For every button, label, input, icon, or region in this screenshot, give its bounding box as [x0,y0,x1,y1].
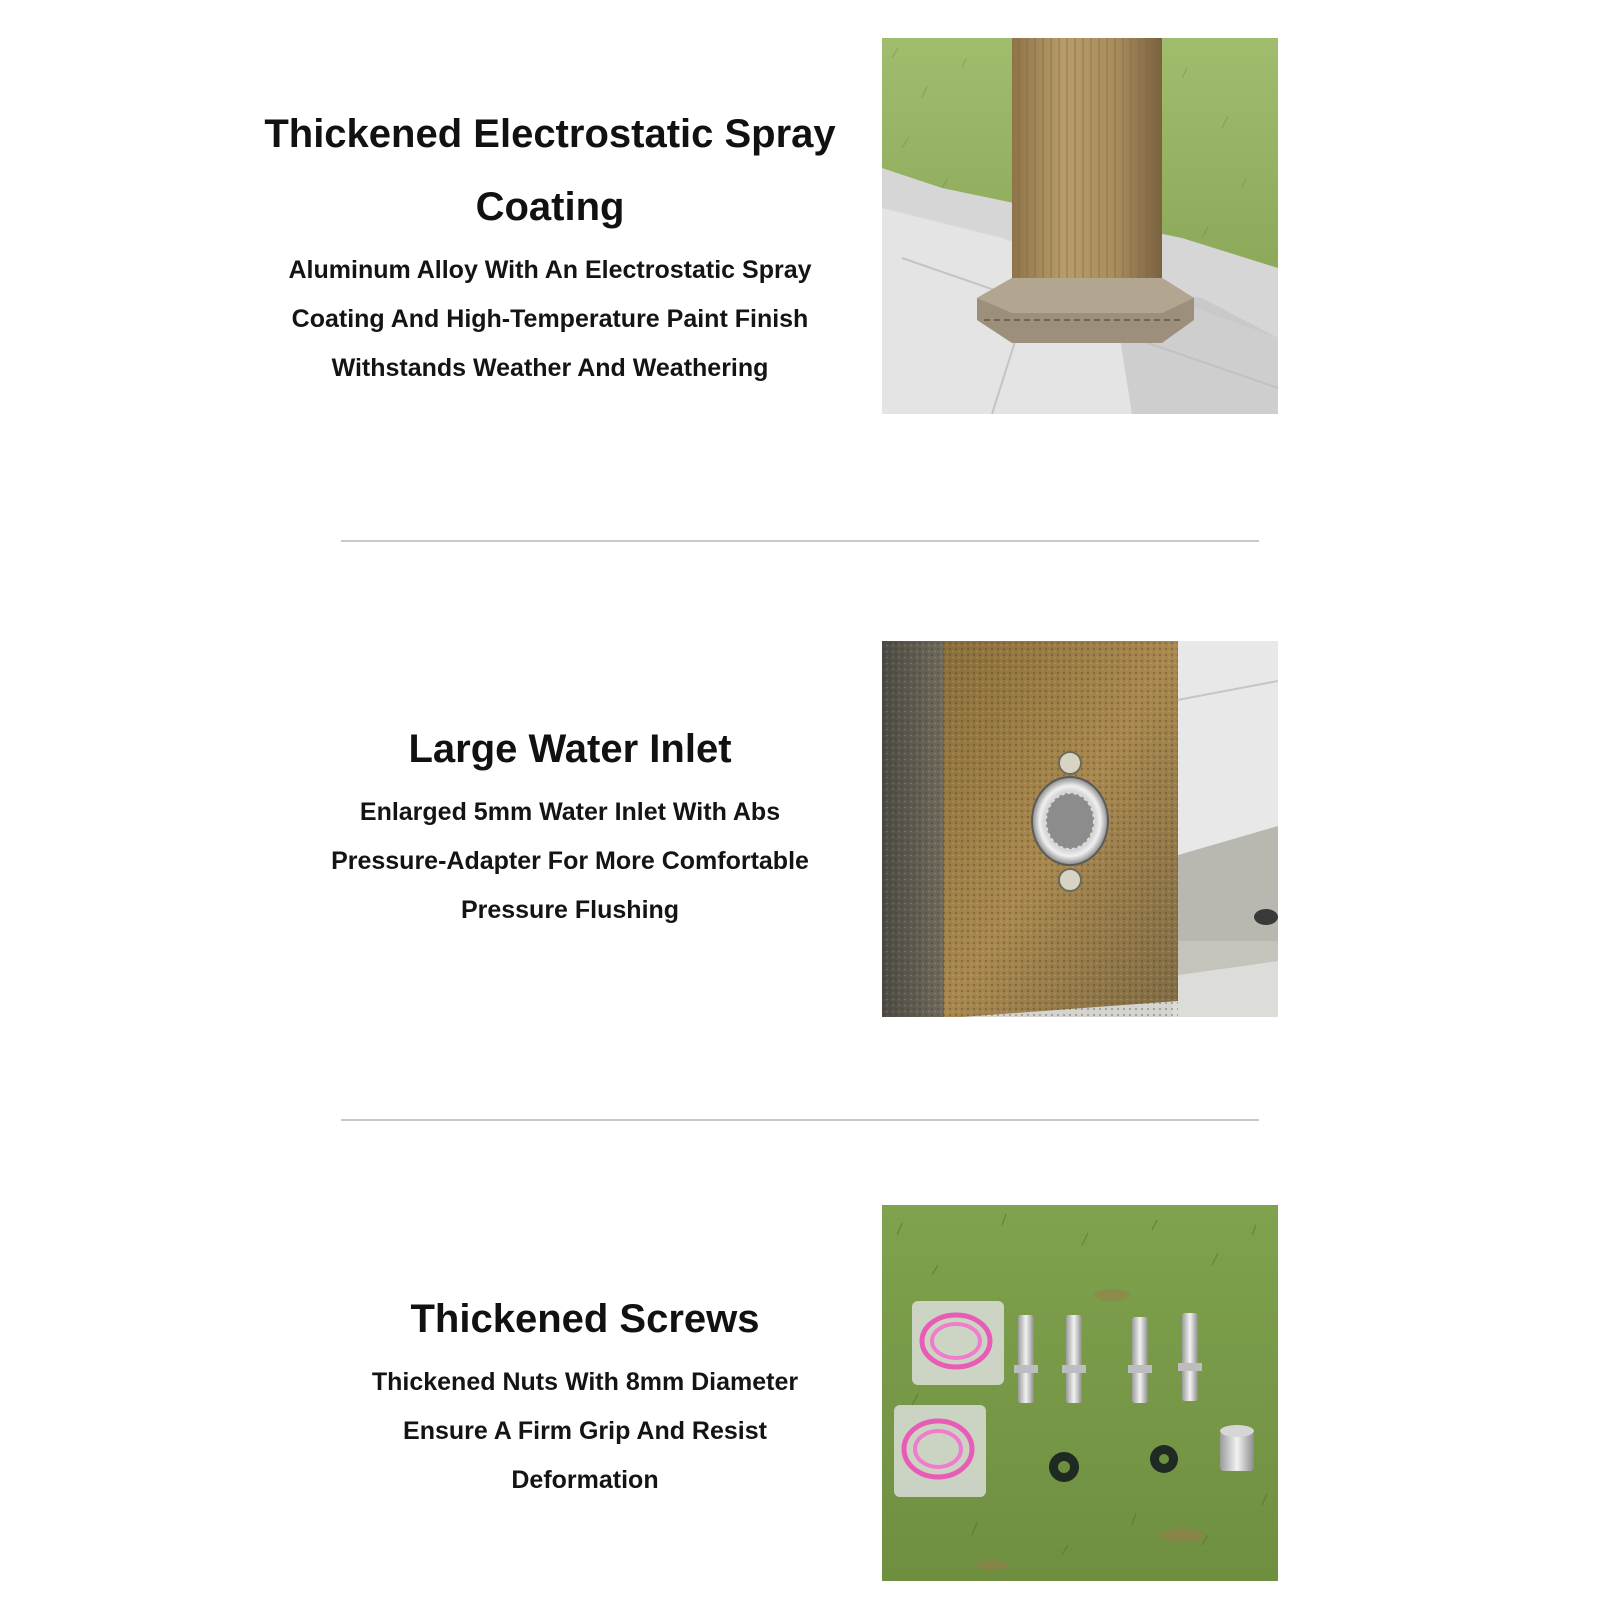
section-screws-body-line1: Thickened Nuts With 8mm Diameter [371,1368,799,1396]
section-screws-body-line3: Deformation [511,1466,659,1494]
section-inlet-text [270,713,870,935]
section-screws-body-line2: Ensure A Firm Grip And Resist [403,1417,767,1445]
photo-water-inlet [882,641,1278,1017]
section-coating-title-line2: Coating [475,185,625,229]
photo-pillar-base [882,38,1278,414]
photo-screws-kit [882,1205,1278,1581]
section-coating-title-line1: Thickened Electrostatic Spray [264,112,836,156]
section-screws-text [290,1283,880,1505]
section-coating-text [240,98,860,393]
section-screws-title: Thickened Screws [410,1297,760,1341]
section-inlet-title: Large Water Inlet [408,727,732,771]
section-coating-body-line2: Coating And High-Temperature Paint Finish [291,305,809,333]
section-coating-body-line3: Withstands Weather And Weathering [331,354,769,382]
section-inlet-body-line3: Pressure Flushing [460,896,680,924]
section-divider-2 [341,1119,1259,1121]
section-inlet-body-line1: Enlarged 5mm Water Inlet With Abs [359,798,781,826]
section-divider-1 [341,540,1259,542]
section-inlet-body-line2: Pressure-Adapter For More Comfortable [331,847,809,875]
section-coating-body-line1: Aluminum Alloy With An Electrostatic Spray [288,256,812,284]
